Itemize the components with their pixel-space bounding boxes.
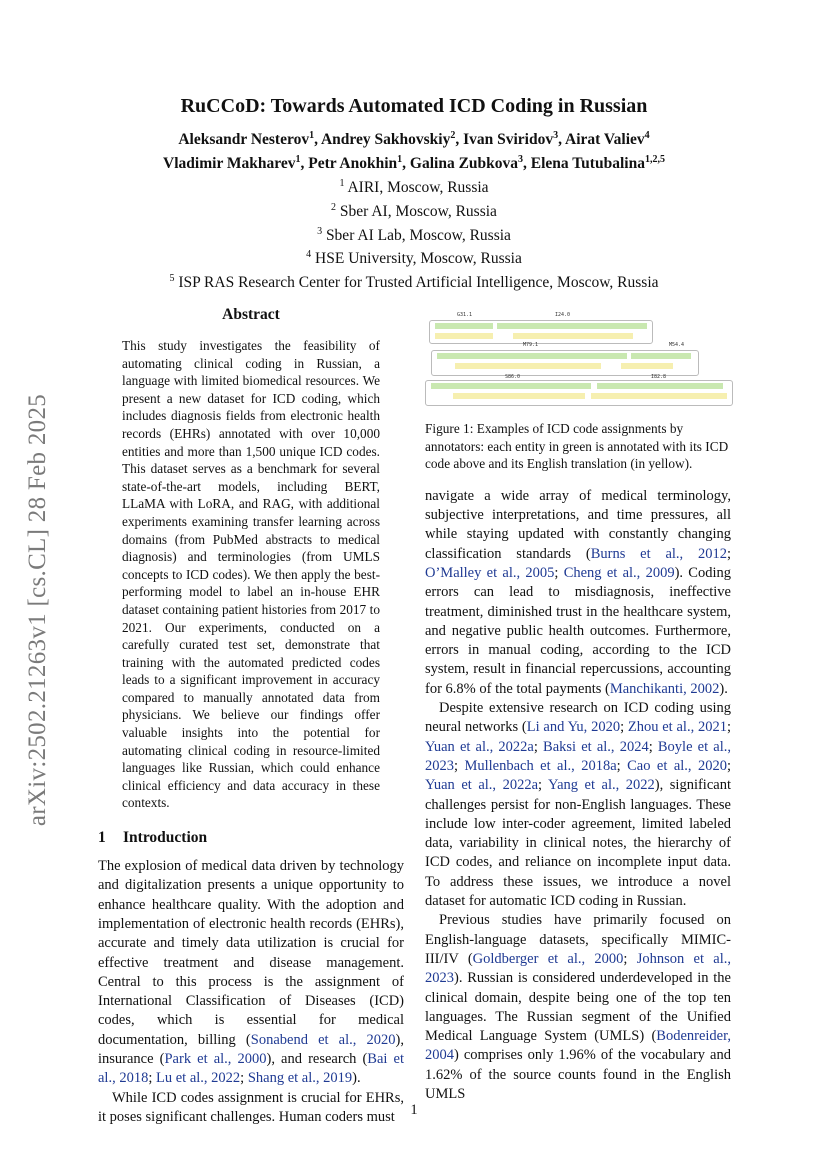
affiliation: $^3$ Sber AI Lab, Moscow, Russia — [317, 225, 511, 244]
citation-link[interactable]: Goldberger et al., 2000 — [472, 950, 624, 967]
affiliation: $^1$ AIRI, Moscow, Russia — [339, 178, 489, 197]
citation-link[interactable]: Burns et al., 2012 — [590, 545, 727, 562]
author: Petr Anokhin$^1$ — [308, 154, 403, 173]
russian-entity-highlight — [431, 383, 591, 389]
intro-paragraph-2: While ICD codes assignment is crucial for EHRs, it poses significant challenges. Human coders must — [98, 1089, 404, 1125]
citation-link[interactable]: Yuan et al., 2022a — [425, 738, 534, 755]
citation-link[interactable]: Manchikanti, 2002 — [609, 680, 720, 697]
paper-title: RuCCoD: Towards Automated ICD Coding in Russian — [180, 95, 648, 117]
right-column — [425, 306, 731, 1104]
english-translation-highlight — [435, 333, 493, 339]
citation-link[interactable]: Bodenreider, 2004 — [425, 1028, 731, 1064]
citation-link[interactable]: Mullenbach et al., 2018a — [464, 757, 617, 774]
citation-link[interactable]: Baksi et al., 2024 — [543, 738, 649, 755]
citation-link[interactable]: Yang et al., 2022 — [548, 777, 655, 794]
authors-line-1: Aleksandr Nesterov$^1$, Andrey Sakhovskiy$^2$, Ivan Sviridov$^3$, Airat Valiev$^4$ — [178, 130, 650, 149]
affiliation: $^4$ HSE University, Moscow, Russia — [306, 249, 522, 268]
author: Galina Zubkova$^3$ — [409, 154, 524, 173]
russian-entity-highlight — [437, 353, 627, 359]
english-translation-highlight — [453, 393, 585, 399]
citation-link[interactable]: Zhou et al., 2021 — [627, 719, 727, 736]
russian-entity-highlight — [597, 383, 723, 389]
icd-code-label: M54.4 — [669, 342, 685, 348]
icd-code-label: I82.8 — [651, 374, 667, 380]
russian-entity-highlight — [497, 323, 647, 329]
icd-code-label: G31.1 — [457, 312, 473, 318]
citation-link[interactable]: Yuan et al., 2022a — [425, 777, 539, 794]
citation-link[interactable]: O’Malley et al., 2005 — [425, 564, 555, 581]
english-translation-highlight — [513, 333, 633, 339]
russian-entity-highlight — [435, 323, 493, 329]
citation-link[interactable]: Shang et al., 2019 — [247, 1070, 353, 1087]
authors-line-2: Vladimir Makharev$^1$, Petr Anokhin$^1$, Galina Zubkova$^3$, Elena Tutubalina$^{1,2,5}$ — [163, 154, 665, 173]
arxiv-stamp — [18, 360, 58, 860]
figure-1-caption: Figure 1: Examples of ICD code assignments by annotators: each entity in green is annotated with its ICD code above and its English translation (in yellow). — [425, 421, 729, 472]
english-translation-highlight — [455, 363, 601, 369]
paper-header — [0, 94, 828, 293]
author: Airat Valiev$^4$ — [565, 130, 650, 149]
author: Andrey Sakhovskiy$^2$ — [320, 130, 456, 149]
citation-link[interactable]: Li and Yu, 2020 — [526, 719, 621, 736]
russian-entity-highlight — [631, 353, 691, 359]
icd-code-label: I24.0 — [555, 312, 571, 318]
icd-code-label: S86.0 — [505, 374, 521, 380]
body-paragraph-1: navigate a wide array of medical terminology, subjective interpretations, and time pressures, all while staying updated with constantly changing classification standards (Burns et al., 2012; O’Malley et al., 2005; Cheng et al., 2009). Coding errors can lead to misdiagnosis, ineffective treatment, diminished trust in the healthcare system, and negative public health outcomes. Furthermore, errors in manual coding, according to the ICD system, result in financial repercussions, accounting for 6.8% of the total payments (Manchikanti, 2002). — [425, 487, 732, 697]
author: Elena Tutubalina$^{1,2,5}$ — [530, 154, 665, 173]
page-number: 1 — [410, 1102, 418, 1118]
author: Ivan Sviridov$^3$ — [463, 130, 559, 149]
icd-code-label: M79.1 — [523, 342, 539, 348]
citation-link[interactable]: Cao et al., 2020 — [627, 757, 727, 774]
body-paragraph-2: Despite extensive research on ICD coding using neural networks (Li and Yu, 2020; Zhou et al., 2021; Yuan et al., 2022a; Baksi et al., 2024; Boyle et al., 2023; Mullenbach et al., 2018a; Cao et al., 2020; Yuan et al., 2022a; Yang et al., 2022), significant challenges persist for non-English languages. These include low inter-coder agreement, limited labeled data, variability in clinical notes, the hierarchy of ICD codes, and reliance on incomplete input data. To address these issues, we introduce a novel dataset for automatic ICD coding in Russian. — [425, 700, 731, 910]
citation-link[interactable]: Johnson et al., 2023 — [425, 950, 731, 987]
affiliation: $^2$ Sber AI, Moscow, Russia — [331, 201, 497, 221]
author: Vladimir Makharev$^1$ — [163, 154, 301, 173]
citation-link[interactable]: Bai et al., 2018 — [98, 1051, 404, 1087]
body-paragraph-3: Previous studies have primarily focused on English-language datasets, specifically MIMIC-III/IV (Goldberger et al., 2000; Johnson et al., 2023). Russian is considered underdeveloped in the clinical domain, despite being one of the top ten languages. The Russian segment of the Unified Medical Language System (UMLS) (Bodenreider, 2004) comprises only 1.96% of the vocabulary and 1.62% of the source counts found in the English UMLS — [425, 912, 731, 1102]
abstract-heading: Abstract — [222, 306, 280, 323]
author: Aleksandr Nesterov$^1$ — [178, 130, 315, 149]
citation-link[interactable]: Lu et al., 2022 — [156, 1070, 241, 1087]
figure-1-image — [425, 306, 731, 406]
citation-link[interactable]: Park et al., 2000 — [164, 1051, 267, 1067]
intro-paragraph-1: The explosion of medical data driven by technology and digitalization presents a unique opportunity to enhance healthcare quality. With the adoption and implementation of electronic health records (EHRs), accurate and timely data utilization is crucial for effective treatment and disease management. Central to this process is the assignment of International Classification of Diseases (ICD) codes, which is essential for medical documentation, billing (Sonabend et al., 2020), insurance (Park et al., 2000), and research (Bai et al., 2018; Lu et al., 2022; Shang et al., 2019). — [98, 858, 404, 1087]
citation-link[interactable]: Boyle et al., 2023 — [425, 738, 731, 774]
arxiv-id: arXiv:2502.21263v1 [cs.CL] 28 Feb 2025 — [24, 393, 51, 827]
section-heading-introduction: 1 Introduction — [98, 829, 208, 847]
abstract-text: This study investigates the feasibility of automating clinical coding in Russian, a language with limited biomedical resources. We present a new dataset for ICD coding, which includes diagnosis fields from electronic health records (EHRs) annotated with over 10,000 entities and more than 1,500 unique ICD codes. This dataset serves as a benchmark for several state-of-the-art models, including BERT, LLaMA with LoRA, and RAG, with additional experiments examining transfer learning across domains (from PubMed abstracts to medical diagnosis) and terminologies (from UMLS concepts to ICD codes). We then apply the best-performing model to label an in-house EHR dataset containing patient histories from 2017 to 2021. Our experiments, conducted on a carefully curated test set, demonstrate that training with the automated predicted codes leads to a significant improvement in accuracy compared to manually annotated data from physicians. We believe our findings offer valuable insights into the potential for automating clinical coding in resource-limited languages like Russian, which could enhance clinical efficiency and data accuracy in these contexts. — [122, 338, 380, 811]
citation-link[interactable]: Cheng et al., 2009 — [563, 564, 675, 581]
left-column — [98, 306, 404, 1127]
english-translation-highlight — [591, 393, 727, 399]
affiliation: $^5$ ISP RAS Research Center for Trusted Artificial Intelligence, Moscow, Russia — [169, 272, 659, 292]
citation-link[interactable]: Sonabend et al., 2020 — [250, 1031, 396, 1048]
english-translation-highlight — [621, 363, 673, 369]
